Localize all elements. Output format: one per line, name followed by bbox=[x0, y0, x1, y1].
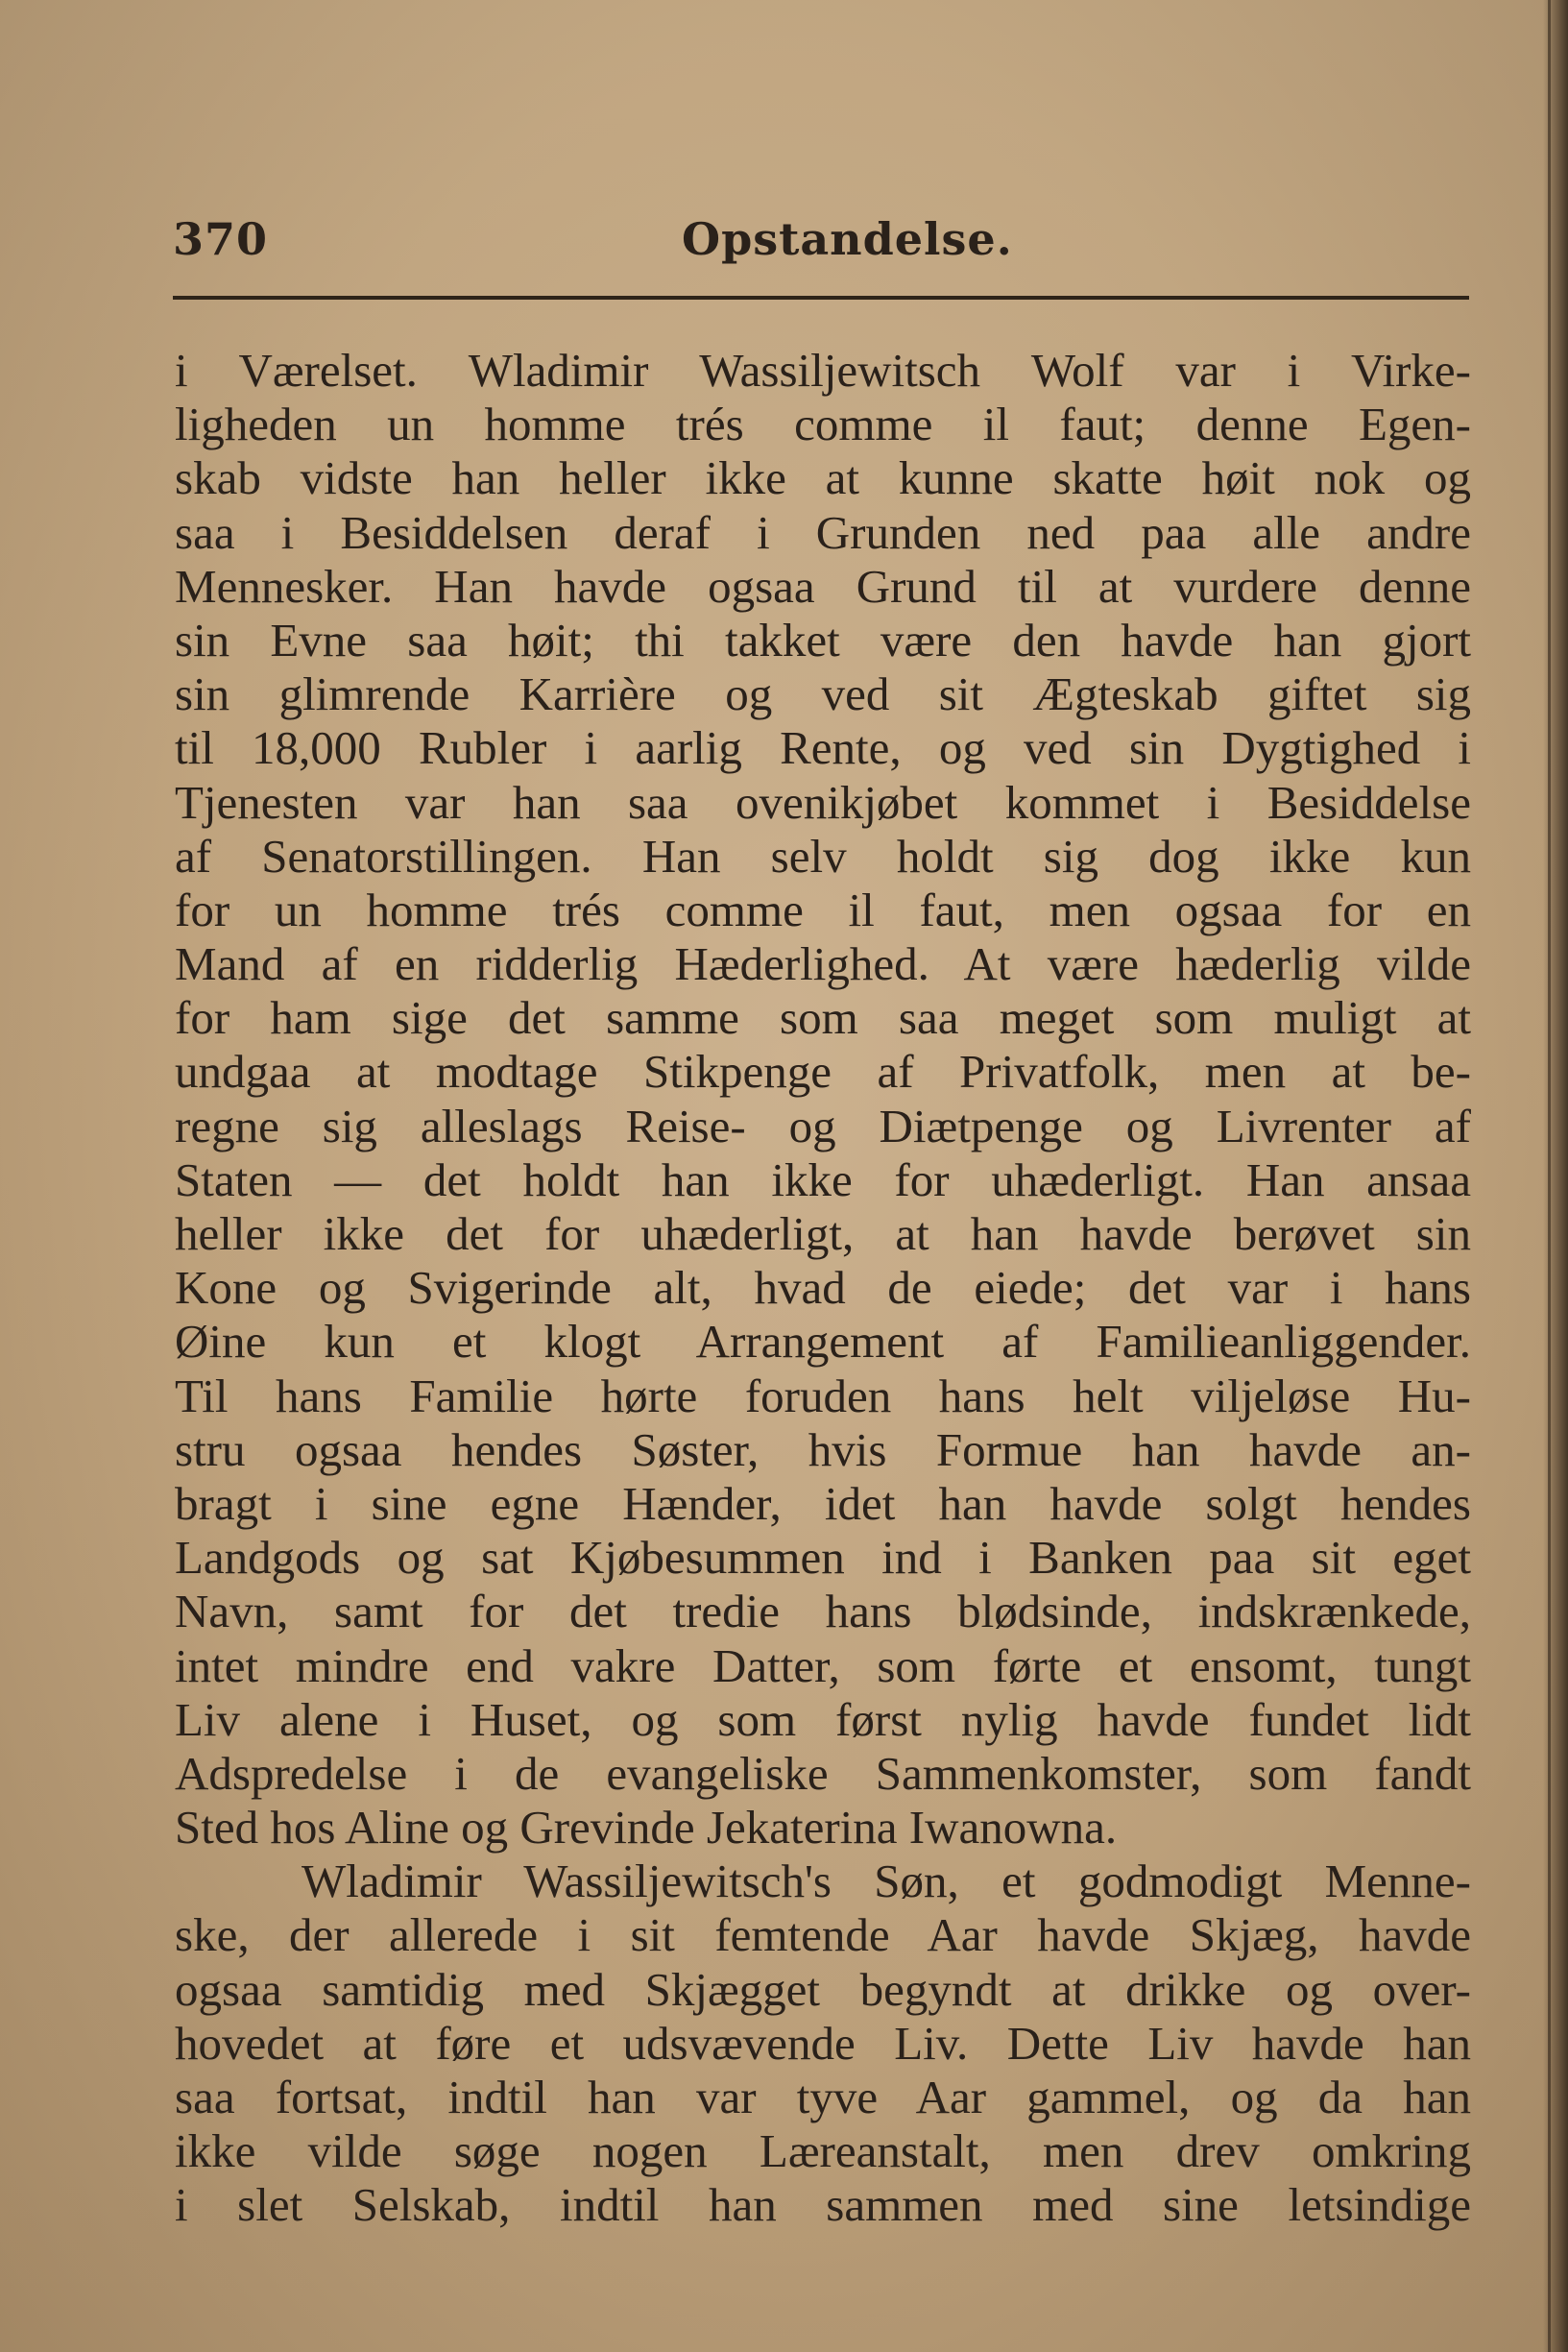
text-line: Adspredelse i de evangeliske Sammenkomster, som fandt bbox=[175, 1746, 1471, 1800]
text-line: ikke vilde søge nogen Læreanstalt, men drev omkring bbox=[175, 2124, 1471, 2178]
page-edge-line bbox=[1548, 0, 1551, 2352]
text-line: saa i Besiddelsen deraf i Grunden ned paa alle andre bbox=[175, 505, 1471, 559]
text-line: Landgods og sat Kjøbesummen ind i Banken paa sit eget bbox=[175, 1531, 1471, 1585]
text-line: sin Evne saa høit; thi takket være den havde han gjort bbox=[175, 613, 1471, 667]
text-line: hovedet at føre et udsvævende Liv. Dette Liv havde han bbox=[175, 2016, 1471, 2070]
page-number: 370 bbox=[173, 213, 269, 265]
text-line: skab vidste han heller ikke at kunne skatte høit nok og bbox=[175, 451, 1471, 505]
text-line: til 18,000 Rubler i aarlig Rente, og ved sin Dygtighed i bbox=[175, 721, 1471, 775]
text-line: saa fortsat, indtil han var tyve Aar gammel, og da han bbox=[175, 2071, 1471, 2123]
text-line: Tjenesten var han saa ovenikjøbet kommet i Besiddelse bbox=[175, 775, 1471, 829]
text-line: i Værelset. Wladimir Wassiljewitsch Wolf var i Virke- bbox=[175, 344, 1471, 397]
text-line: Navn, samt for det tredie hans blødsinde, indskrænkede, bbox=[175, 1585, 1471, 1638]
text-line: undgaa at modtage Stikpenge af Privatfolk, men at be- bbox=[175, 1045, 1471, 1099]
text-line: Til hans Familie hørte foruden hans helt viljeløse Hu- bbox=[175, 1369, 1471, 1422]
running-title: Opstandelse. bbox=[682, 213, 1013, 265]
text-line: for ham sige det samme som saa meget som muligt at bbox=[175, 991, 1471, 1045]
text-line: intet mindre end vakre Datter, som førte et ensomt, tungt bbox=[175, 1638, 1471, 1692]
text-line: ogsaa samtidig med Skjægget begyndt at drikke og over- bbox=[175, 1962, 1471, 2016]
text-line: Mennesker. Han havde ogsaa Grund til at vurdere denne bbox=[175, 559, 1471, 613]
header-rule bbox=[173, 296, 1469, 300]
page-edge-shadow bbox=[1543, 0, 1568, 2352]
text-line: regne sig alleslags Reise- og Diætpenge og Livrenter af bbox=[175, 1099, 1471, 1152]
text-line: Øine kun et klogt Arrangement af Familieanliggender. bbox=[175, 1315, 1471, 1369]
text-line: bragt i sine egne Hænder, idet han havde solgt hendes bbox=[175, 1476, 1471, 1530]
text-line: sin glimrende Karrière og ved sit Ægteskab giftet sig bbox=[175, 667, 1471, 721]
text-line: i slet Selskab, indtil han sammen med sine letsindige bbox=[175, 2178, 1471, 2232]
text-line: ske, der allerede i sit femtende Aar havde Skjæg, havde bbox=[175, 1908, 1471, 1962]
text-line: ligheden un homme trés comme il faut; denne Egen- bbox=[175, 398, 1471, 451]
text-line: Kone og Svigerinde alt, hvad de eiede; det var i hans bbox=[175, 1261, 1471, 1315]
text-line: Mand af en ridderlig Hæderlighed. At være hæderlig vilde bbox=[175, 937, 1471, 991]
text-line: stru ogsaa hendes Søster, hvis Formue han havde an- bbox=[175, 1422, 1471, 1476]
text-line: Staten — det holdt han ikke for uhæderligt. Han ansaa bbox=[175, 1152, 1471, 1206]
paragraph-end-line: Sted hos Aline og Grevinde Jekaterina Iwanowna. bbox=[175, 1801, 1118, 1855]
text-line: Liv alene i Huset, og som først nylig havde fundet lidt bbox=[175, 1692, 1471, 1746]
text-line: heller ikke det for uhæderligt, at han havde berøvet sin bbox=[175, 1207, 1471, 1260]
page-header bbox=[173, 213, 1469, 280]
body-text bbox=[175, 344, 1471, 2233]
paragraph-start-line: Wladimir Wassiljewitsch's Søn, et godmodigt Menne- bbox=[302, 1855, 1471, 1908]
text-line: for un homme trés comme il faut, men ogsaa for en bbox=[175, 883, 1471, 936]
text-line: af Senatorstillingen. Han selv holdt sig dog ikke kun bbox=[175, 829, 1471, 883]
